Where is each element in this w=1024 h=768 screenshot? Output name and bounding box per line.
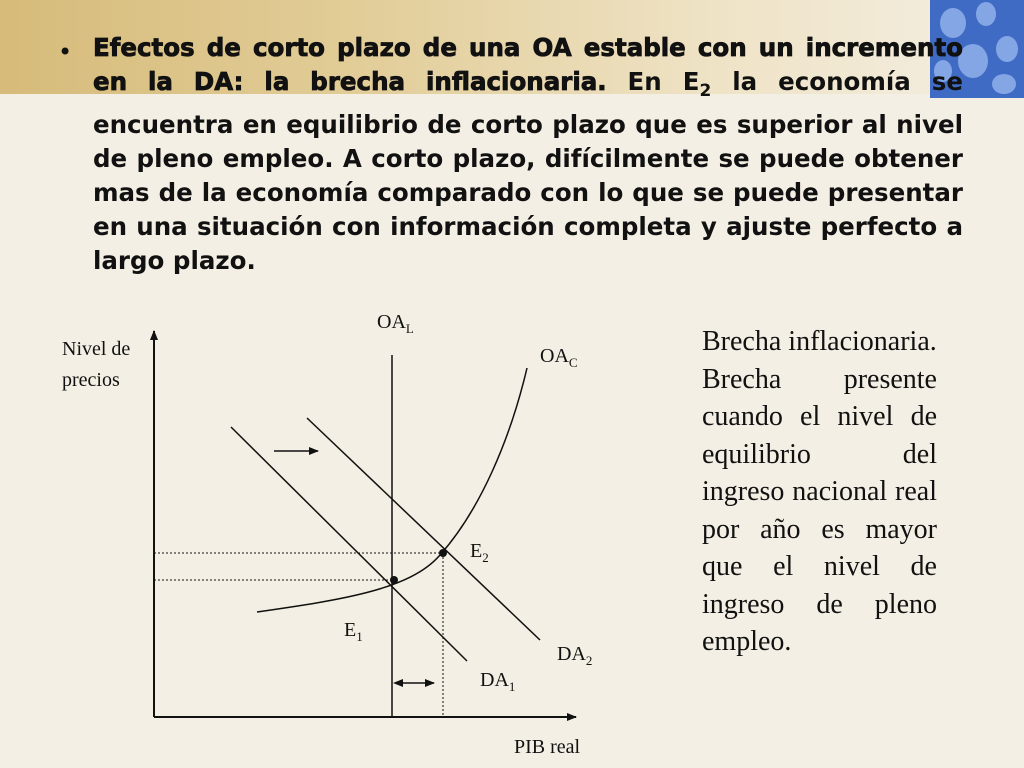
side-note [702,323,937,661]
bullet-body-subscript: 2 [699,80,712,101]
e2-label: $E_2$ [470,540,489,565]
bullet-body: la economía se encuentra en equilibrio de corto plazo que es superior al nivel de pleno empleo. A corto plazo, difícilmente se puede obtener mas de la economía comparado con lo que se puede presentar en una situación con información completa y ajuste perfecto a largo plazo. [93,67,963,275]
oac-label: $OA_C$ [540,345,578,370]
e1-point [390,576,398,584]
da1-label: $DA_1$ [480,669,516,694]
da2-line [307,418,540,640]
x-axis-label: PIB real [514,736,581,758]
y-axis-label-line2: precios [62,369,120,391]
bullet-heading: Efectos de corto plazo de una OA estable con un incremento en la DA: la brecha inflacionaria. [93,33,963,96]
da2-label: $DA_2$ [557,643,593,668]
side-note-body: Brecha presente cuando el nivel de equilibrio del ingreso nacional real por año es mayor que el nivel de ingreso de pleno empleo. [702,363,937,657]
side-note-title: Brecha inflacionaria. [702,326,937,357]
e2-point [439,549,447,557]
bullet-body-start: En E [606,67,700,96]
e1-label: $E_1$ [344,619,363,644]
oal-label: $OA_L$ [377,311,414,336]
bullet-symbol: • [58,38,73,66]
y-axis-label-line1: Nivel de [62,338,131,360]
